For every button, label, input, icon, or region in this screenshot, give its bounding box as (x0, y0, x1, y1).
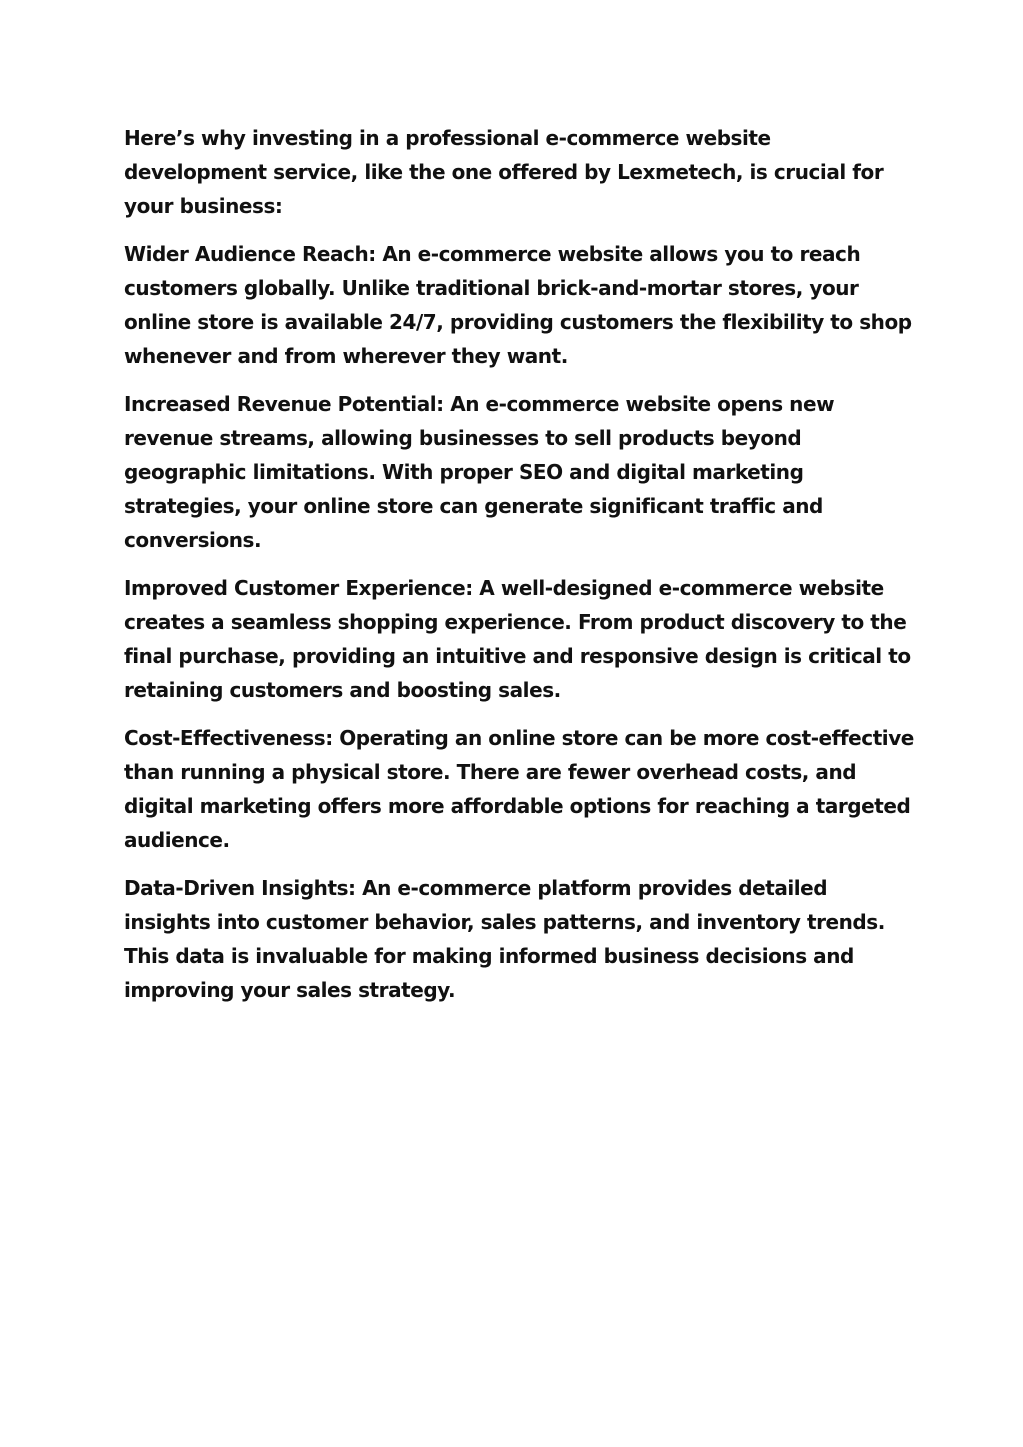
wider-audience-paragraph: Wider Audience Reach: An e-commerce website allows you to reach customers globally. Unlike traditional brick-and-mortar stores, your online store is available 24/7, providing customers the flexibility to shop whenever and from wherever they want. (124, 242, 912, 368)
customer-experience-paragraph: Improved Customer Experience: A well-designed e-commerce website creates a seamless shopping experience. From product discovery to the final purchase, providing an intuitive and responsive design is critical to retaining customers and boosting sales. (124, 576, 911, 702)
cost-effectiveness-paragraph: Cost-Effectiveness: Operating an online store can be more cost-effective than running a physical store. There are fewer overhead costs, and digital marketing offers more affordable options for reaching a targeted audience. (124, 726, 914, 852)
intro-paragraph: Here’s why investing in a professional e-commerce website development service, like the one offered by Lexmetech, is crucial for your business: (124, 126, 884, 218)
data-insights-paragraph: Data-Driven Insights: An e-commerce platform provides detailed insights into customer behavior, sales patterns, and inventory trends. This data is invaluable for making informed business decisions and improving your sales strategy. (124, 876, 885, 1002)
revenue-potential-paragraph: Increased Revenue Potential: An e-commerce website opens new revenue streams, allowing businesses to sell products beyond geographic limitations. With proper SEO and digital marketing strategies, your online store can generate significant traffic and conversions. (124, 392, 835, 552)
document-body (124, 121, 914, 1021)
